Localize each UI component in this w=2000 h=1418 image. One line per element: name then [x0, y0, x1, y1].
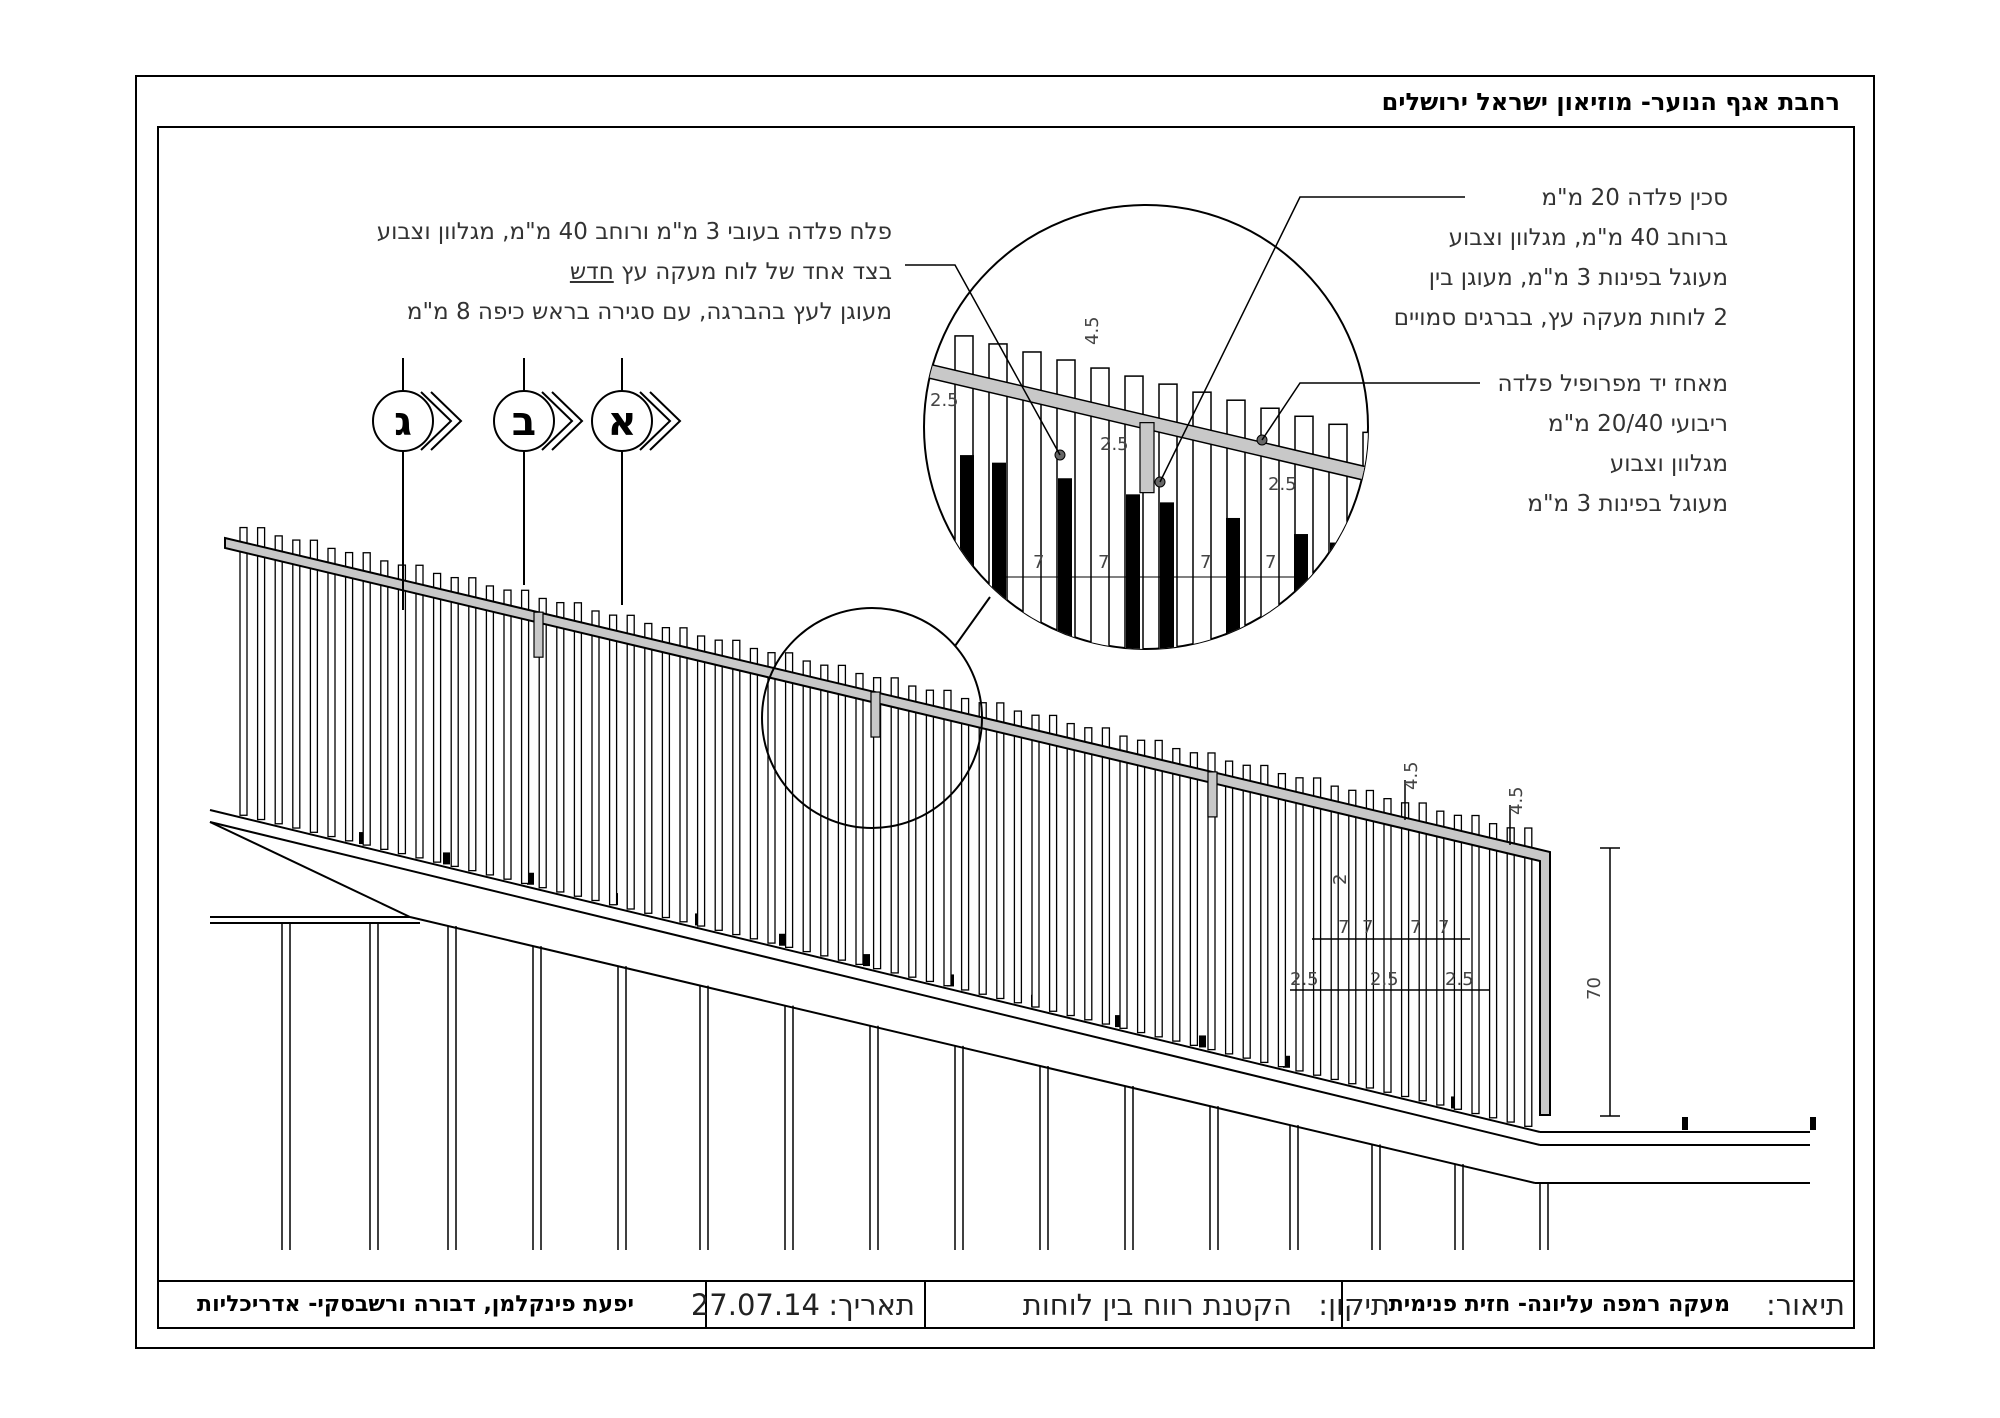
baluster	[997, 703, 1004, 999]
baluster	[398, 565, 405, 854]
baluster	[979, 703, 986, 994]
note-knife-line3: מעוגל בפינות 3 מ"מ, מעוגן בין	[1428, 265, 1728, 291]
baluster	[1032, 715, 1039, 1007]
note-knife-line2: ברוחב 40 מ"מ, מגלוון וצבוע	[1448, 225, 1728, 251]
detail-board-shadow	[1330, 543, 1344, 763]
detail-board-shadow	[1126, 494, 1140, 714]
baluster	[574, 603, 581, 896]
detail-knife	[1140, 423, 1154, 493]
baluster	[1226, 761, 1233, 1054]
baluster	[1278, 774, 1285, 1067]
note-handrail-line3: מגלוון וצבוע	[1609, 451, 1728, 477]
detail-dim-2-5-a: 2.5	[930, 390, 959, 411]
revision-value: הקטנת רווח בין לוחות	[1022, 1288, 1292, 1322]
dim-4-5-a: 4.5	[1401, 761, 1422, 790]
baluster	[1314, 778, 1321, 1075]
detail-dim-2-5-c: 2.5	[1268, 474, 1297, 495]
detail-dim-7-a: 7	[1033, 552, 1045, 573]
dim-7-b: 7	[1362, 917, 1374, 938]
baluster	[434, 573, 441, 862]
baluster	[1173, 749, 1180, 1041]
detail-dim-7-c: 7	[1200, 552, 1212, 573]
baluster	[1437, 811, 1444, 1105]
date-value: 27.07.14	[690, 1288, 820, 1322]
note-plate-new: חדש	[569, 259, 614, 285]
note-handrail	[1498, 364, 1728, 524]
dim-4-5-b: 4.5	[1506, 786, 1527, 815]
note-handrail-line2: ריבועי 20/40 מ"מ	[1548, 411, 1728, 437]
baluster	[786, 653, 793, 948]
detail-dim-7-d: 7	[1265, 552, 1277, 573]
sheet-title: רחבת אגף הנוער- מוזיאון ישראל ירושלים	[1381, 88, 1840, 116]
baluster	[1067, 724, 1074, 1016]
baluster	[1050, 715, 1057, 1011]
detail-dim-7-b: 7	[1098, 552, 1110, 573]
note-plate-line2a: בצד אחד של לוח מעקה עץ	[613, 259, 892, 285]
baluster	[504, 590, 511, 879]
section-tag-c: ג	[394, 399, 412, 445]
baluster	[310, 540, 317, 832]
baluster	[1472, 816, 1479, 1114]
baluster	[1190, 753, 1197, 1046]
baluster	[962, 699, 969, 990]
detail-board-shadow	[1294, 534, 1308, 754]
date-label: תאריך:	[828, 1288, 915, 1322]
note-handrail-line1: מאחז יד מפרופיל פלדה	[1497, 371, 1728, 397]
description-value: מעקה רמפה עליונה- חזית פנימית	[1388, 1292, 1730, 1317]
revision-label: תיקון:	[1318, 1288, 1390, 1322]
enlarged-detail	[920, 205, 1381, 763]
dim-7-c: 7	[1410, 917, 1422, 938]
detail-board-shadow	[1226, 518, 1240, 738]
dim-2-5-c: 2.5	[1445, 969, 1474, 990]
detail-board	[1363, 432, 1381, 752]
baluster	[592, 611, 599, 901]
dim-2-5-a: 2.5	[1290, 969, 1319, 990]
dim-70: 70	[1584, 977, 1605, 1000]
baluster	[363, 553, 370, 845]
dim-7-d: 7	[1438, 917, 1450, 938]
baluster	[469, 578, 476, 871]
ramp-slab	[210, 810, 1810, 1183]
note-plate-line3: מעוגן לעץ בהברגה, עם סגירה בראש כיפה 8 מ"מ	[406, 299, 892, 325]
baluster	[258, 528, 265, 820]
baluster	[1243, 765, 1250, 1058]
baluster	[1261, 765, 1268, 1062]
baluster	[346, 553, 353, 841]
section-marker-b	[494, 358, 582, 585]
baluster	[909, 686, 916, 977]
baluster	[662, 628, 669, 918]
detail-board-shadow	[1160, 502, 1174, 722]
base-bolt	[863, 954, 870, 966]
baluster	[733, 640, 740, 934]
baluster	[856, 674, 863, 965]
baluster	[486, 586, 493, 875]
baluster	[926, 690, 933, 981]
base-bolt	[1810, 1117, 1816, 1130]
baluster	[1349, 790, 1356, 1083]
note-steel-knife	[1394, 178, 1728, 338]
baluster	[1507, 828, 1514, 1122]
baluster	[645, 623, 652, 913]
baluster	[768, 653, 775, 943]
baluster	[838, 665, 845, 960]
detail-dim-4-5: 4.5	[1082, 316, 1103, 345]
baluster	[451, 578, 458, 867]
detail-board-shadow	[992, 463, 1006, 683]
baluster	[1014, 711, 1021, 1003]
section-tag-b: ב	[511, 399, 537, 445]
dim-2-5-b: 2.5	[1370, 969, 1399, 990]
baluster	[328, 548, 335, 836]
knife-plate	[534, 612, 543, 657]
baluster	[1490, 824, 1497, 1118]
baluster	[750, 649, 757, 939]
baluster	[1384, 799, 1391, 1093]
baluster	[698, 636, 705, 926]
note-plate-line1: פלח פלדה בעובי 3 מ"מ ורוחב 40 מ"מ, מגלוון וצבוע	[376, 219, 892, 245]
baluster	[1525, 828, 1532, 1126]
dim-2: 2	[1330, 873, 1351, 885]
base-bolt	[1199, 1035, 1206, 1047]
baluster	[821, 665, 828, 956]
baluster	[1454, 815, 1461, 1109]
note-knife-line1: סכין פלדה 20 מ"מ	[1541, 185, 1728, 211]
dim-7-a: 7	[1338, 917, 1350, 938]
baluster	[240, 528, 247, 816]
detail-leader	[955, 597, 990, 646]
baluster	[944, 690, 951, 985]
base-bolt	[443, 852, 450, 864]
baluster	[610, 615, 617, 905]
section-tag-a: א	[607, 399, 637, 445]
note-plate-line2	[377, 252, 892, 292]
note-handrail-line4: מעוגל בפינות 3 מ"מ	[1527, 491, 1728, 517]
baluster	[1138, 740, 1145, 1032]
baluster	[715, 640, 722, 930]
detail-dim-2-5-b: 2.5	[1100, 434, 1129, 455]
baluster	[293, 540, 300, 828]
description-label: תיאור:	[1766, 1288, 1845, 1322]
note-knife-line4: 2 לוחות מעקה עץ, בברגים סמויים	[1393, 305, 1728, 331]
baluster	[1102, 728, 1109, 1024]
knife-plate	[1208, 772, 1217, 817]
architects: יפעת פינקלמן, דבורה ורשבסקי- אדריכליות	[197, 1292, 634, 1317]
note-steel-plate	[377, 212, 892, 332]
section-marker-a	[592, 358, 680, 605]
knife-plate	[871, 692, 880, 737]
detail-board-shadow	[1058, 478, 1072, 698]
baluster	[416, 565, 423, 858]
baluster	[1120, 736, 1127, 1028]
baluster	[522, 590, 529, 883]
base-bolt	[1682, 1117, 1688, 1130]
baluster	[1402, 803, 1409, 1097]
baluster	[1296, 778, 1303, 1071]
baluster	[557, 603, 564, 892]
baluster	[1085, 728, 1092, 1020]
baluster	[381, 561, 388, 849]
baluster	[627, 615, 634, 909]
baluster	[1419, 803, 1426, 1101]
baluster	[1155, 740, 1162, 1036]
baluster	[680, 628, 687, 922]
baluster	[275, 536, 282, 824]
